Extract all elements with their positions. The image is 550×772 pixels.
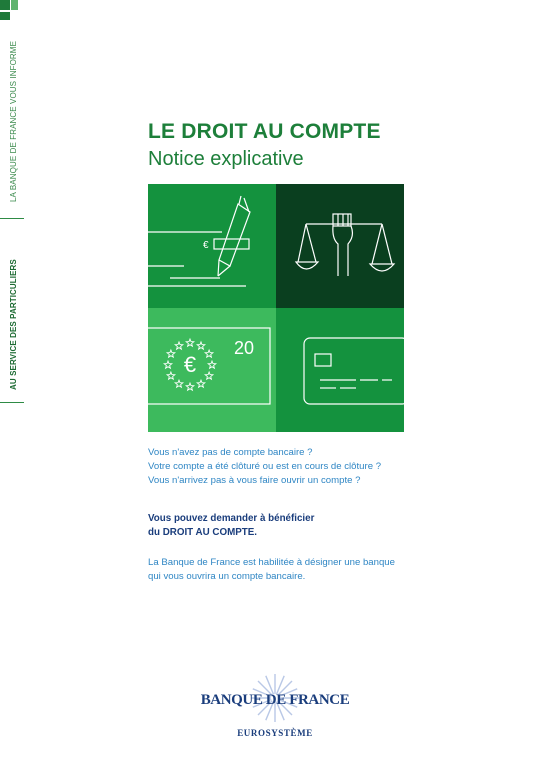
bank-card-icon — [304, 338, 408, 404]
cheque-icon — [128, 232, 249, 286]
side-divider-bottom — [0, 402, 24, 403]
corner-logo-mark — [0, 0, 18, 22]
cover-illustration — [120, 184, 415, 434]
highlight-line: Vous pouvez demander à bénéficier — [148, 513, 315, 524]
banknote-value-large: 20 — [234, 338, 255, 358]
logo-starburst-icon — [195, 672, 355, 752]
eu-star — [175, 342, 183, 349]
eu-star — [175, 380, 183, 387]
highlight-line: du DROIT AU COMPTE. — [148, 527, 258, 538]
info-line: La Banque de France est habilitée à désigner une banque — [148, 557, 395, 568]
eu-star — [164, 361, 172, 368]
euro-symbol: € — [183, 352, 197, 377]
info-statement — [148, 556, 395, 584]
eu-star — [208, 361, 216, 368]
eu-star — [205, 372, 213, 379]
raised-fist-icon — [333, 214, 353, 276]
euro-sign: € — [203, 240, 209, 251]
illustration-lines — [120, 184, 415, 434]
eu-star — [205, 350, 213, 357]
eu-star — [186, 383, 194, 390]
eu-star — [197, 342, 205, 349]
eu-star — [167, 350, 175, 357]
logo-name: BANQUE DE FRANCE — [200, 692, 350, 708]
intro-line: Vous n'arrivez pas à vous faire ouvrir un compte ? — [148, 475, 361, 486]
eu-star — [186, 339, 194, 346]
eu-star — [197, 380, 205, 387]
highlight-statement — [148, 512, 314, 540]
scales-of-justice-icon — [296, 224, 394, 271]
info-line: qui vous ouvrira un compte bancaire. — [148, 571, 306, 582]
pen-icon — [218, 196, 250, 276]
side-label-particuliers: AU SERVICE DES PARTICULIERS — [9, 259, 18, 390]
banknote-value-small: 20 — [123, 389, 137, 403]
side-label-informe: LA BANQUE DE FRANCE VOUS INFORME — [9, 40, 18, 202]
side-divider-top — [0, 218, 24, 219]
eu-star — [167, 372, 175, 379]
intro-line: Votre compte a été clôturé ou est en cours de clôture ? — [148, 461, 382, 472]
banque-de-france-logo — [195, 672, 355, 752]
intro-line: Vous n'avez pas de compte bancaire ? — [148, 447, 313, 458]
page-title: LE DROIT AU COMPTE — [148, 120, 381, 143]
intro-questions — [148, 446, 381, 488]
page-subtitle: Notice explicative — [148, 148, 304, 170]
logo-subtitle: EUROSYSTÈME — [237, 728, 313, 738]
